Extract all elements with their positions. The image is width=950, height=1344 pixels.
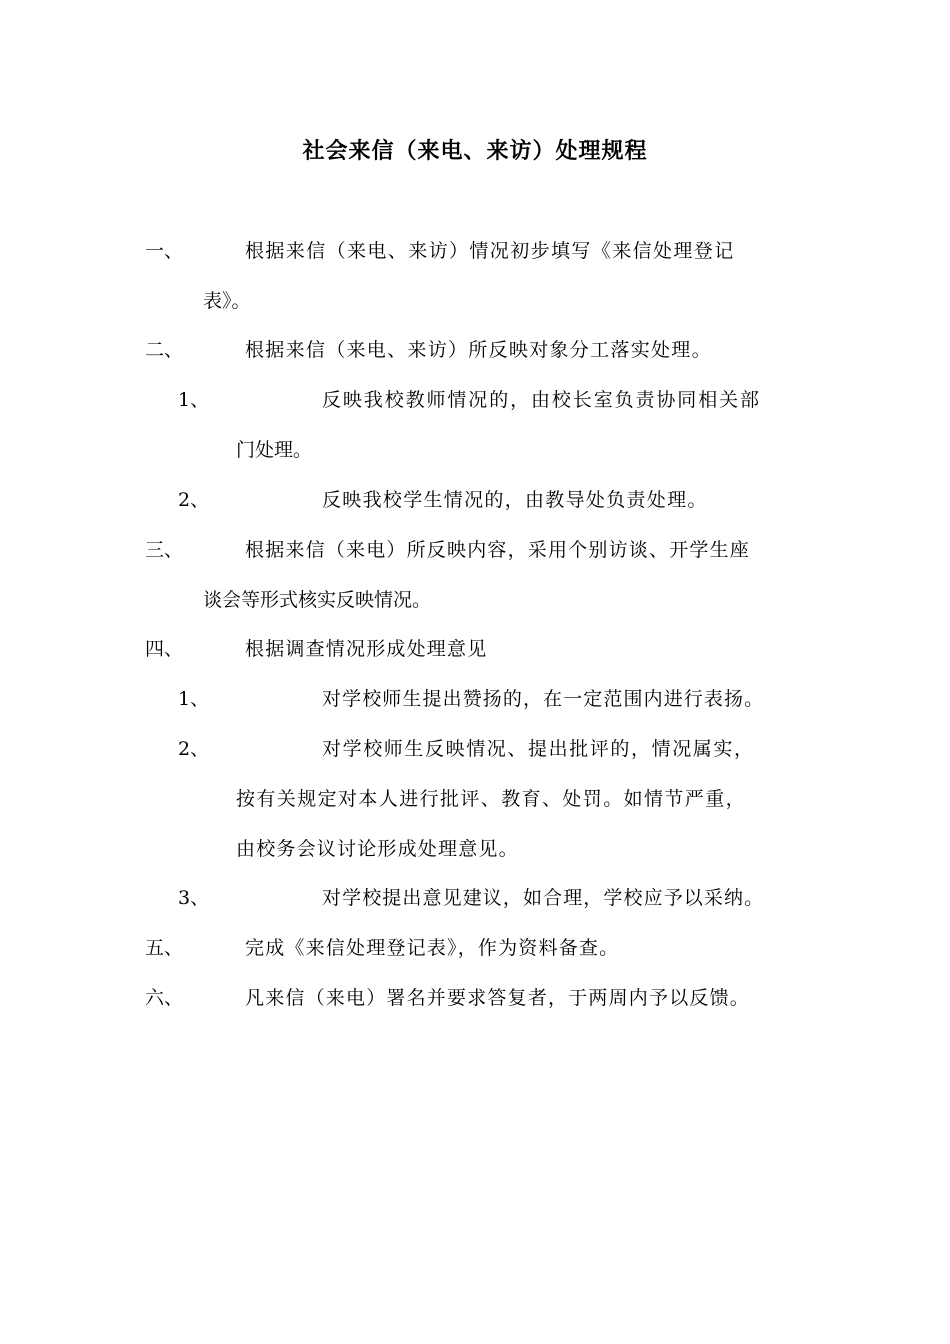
- item-4-2-marker: 2、: [178, 738, 210, 760]
- item-6-marker: 六、: [145, 987, 184, 1009]
- item-5-marker: 五、: [145, 937, 184, 959]
- item-4-2-text-line1: 对学校师生反映情况、提出批评的，情况属实，: [322, 738, 755, 760]
- item-4-1-text-line1: 对学校师生提出赞扬的，在一定范围内进行表扬。: [322, 688, 765, 710]
- item-2-1-text-line2: 门处理。: [236, 439, 313, 461]
- item-4-3-marker: 3、: [178, 887, 210, 909]
- item-2-2-text-line1: 反映我校学生情况的，由教导处负责处理。: [322, 489, 708, 511]
- item-1-marker: 一、: [145, 240, 184, 262]
- item-4-text-line1: 根据调查情况形成处理意见: [245, 638, 488, 660]
- item-2-1-marker: 1、: [178, 389, 210, 411]
- item-4-marker: 四、: [145, 638, 184, 660]
- item-6-text-line1: 凡来信（来电）署名并要求答复者，于两周内予以反馈。: [245, 987, 751, 1009]
- item-2-marker: 二、: [145, 339, 184, 361]
- document-title: 社会来信（来电、来访）处理规程: [302, 138, 648, 164]
- item-2-text-line1: 根据来信（来电、来访）所反映对象分工落实处理。: [245, 339, 712, 361]
- item-1-text-line1: 根据来信（来电、来访）情况初步填写《来信处理登记: [245, 240, 735, 262]
- item-1-text-line2: 表》。: [203, 290, 251, 312]
- item-4-2-text-line3: 由校务会议讨论形成处理意见。: [236, 838, 519, 860]
- item-2-2-marker: 2、: [178, 489, 210, 511]
- item-4-1-marker: 1、: [178, 688, 210, 710]
- item-3-text-line1: 根据来信（来电）所反映内容，采用个别访谈、开学生座: [245, 539, 751, 561]
- item-5-text-line1: 完成《来信处理登记表》，作为资料备查。: [245, 937, 620, 959]
- item-2-1-text-line1: 反映我校教师情况的，由校长室负责协同相关部: [322, 389, 761, 411]
- item-3-marker: 三、: [145, 539, 184, 561]
- item-4-2-text-line2: 按有关规定对本人进行批评、教育、处罚。如情节严重，: [236, 788, 747, 810]
- item-3-text-line2: 谈会等形式核实反映情况。: [203, 589, 432, 611]
- item-4-3-text-line1: 对学校提出意见建议，如合理，学校应予以采纳。: [322, 887, 765, 909]
